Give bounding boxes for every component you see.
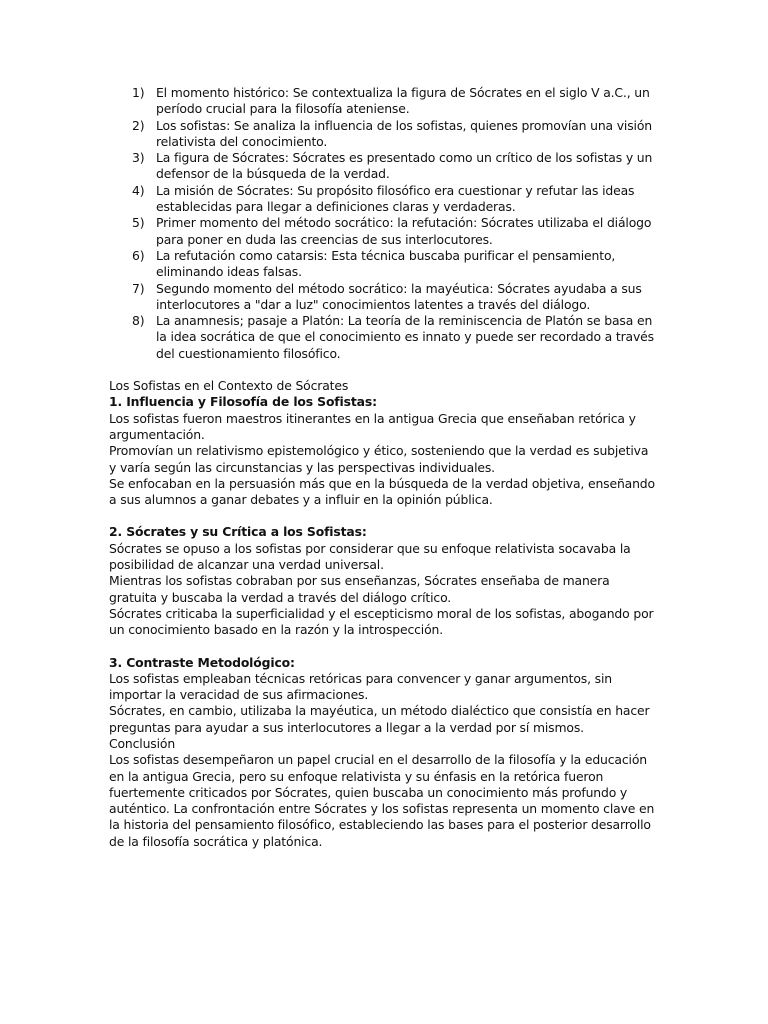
spacer — [109, 362, 657, 378]
section-2-paragraph: Sócrates criticaba la superficialidad y el escepticismo moral de los sofistas, abogando por un conocimiento basado en la razón y la introspección. — [109, 605, 654, 638]
list-item — [109, 150, 657, 183]
list-item-number: 3) — [132, 150, 145, 166]
list-item-number: 4) — [132, 182, 145, 198]
list-item-number: 5) — [132, 215, 145, 231]
conclusion-heading: Conclusión — [109, 735, 176, 751]
numbered-outline-list — [109, 85, 657, 362]
document-body — [109, 85, 657, 850]
section-3-paragraph: Los sofistas empleaban técnicas retóricas para convencer y ganar argumentos, sin importar la veracidad de sus afirmaciones. — [109, 670, 612, 703]
list-item-text: La anamnesis; pasaje a Platón: La teoría de la reminiscencia de Platón se basa en la idea socrática de que el conocimiento es innato y puede ser recordado a través del cuestionamiento filosófico. — [156, 313, 654, 361]
section-3-heading: 3. Contraste Metodológico: — [109, 654, 295, 670]
list-item-text: La refutación como catarsis: Esta técnica buscaba purificar el pensamiento, eliminando ideas falsas. — [156, 247, 616, 280]
section-1-paragraph: Los sofistas fueron maestros itinerantes en la antigua Grecia que enseñaban retórica y argumentación. — [109, 410, 636, 442]
list-item — [109, 215, 657, 248]
spacer — [109, 508, 657, 524]
section-1-heading: 1. Influencia y Filosofía de los Sofistas: — [109, 394, 377, 410]
list-item-number: 6) — [132, 247, 145, 263]
section-2-heading: 2. Sócrates y su Crítica a los Sofistas: — [109, 524, 367, 540]
conclusion-paragraph: Los sofistas desempeñaron un papel crucial en el desarrollo de la filosofía y la educación en la antigua Grecia, pero su enfoque relativista y su énfasis en la retórica fueron fuertemente criticados por Sócrates, quien buscaba un conocimiento más profundo y auténtico. La confrontación entre Sócrates y los sofistas representa un momento clave en la historia del pensamiento filosófico, estableciendo las bases para el posterior desarrollo de la filosofía socrática y platónica. — [109, 752, 655, 849]
list-item-text: Primer momento del método socrático: la refutación: Sócrates utilizaba el diálogo para poner en duda las creencias de sus interlocutores. — [156, 215, 652, 247]
section-1-paragraph: Se enfocaban en la persuasión más que en la búsqueda de la verdad objetiva, enseñando a sus alumnos a ganar debates y a influir en la opinión pública. — [109, 475, 655, 508]
list-item-text: El momento histórico: Se contextualiza la figura de Sócrates en el siglo V a.C., un período crucial para la filosofía ateniense. — [156, 85, 650, 117]
list-item — [109, 248, 657, 281]
list-item-number: 1) — [132, 85, 145, 100]
list-item-number: 8) — [132, 313, 145, 329]
list-item-number: 7) — [132, 280, 145, 296]
list-item-text: La misión de Sócrates: Su propósito filosófico era cuestionar y refutar las ideas establecidas para llegar a definiciones claras y verdaderas. — [156, 182, 635, 215]
list-item — [109, 85, 657, 118]
list-item-text: La figura de Sócrates: Sócrates es presentado como un crítico de los sofistas y un defensor de la búsqueda de la verdad. — [156, 150, 653, 182]
list-item — [109, 313, 657, 362]
list-item — [109, 118, 657, 151]
list-item-text: Segundo momento del método socrático: la mayéutica: Sócrates ayudaba a sus interlocutores a "dar a luz" conocimientos latentes a través del diálogo. — [156, 280, 642, 312]
section-1-paragraph: Promovían un relativismo epistemológico y ético, sosteniendo que la verdad es subjetiva y varía según las circunstancias y las perspectivas individuales. — [109, 443, 649, 475]
spacer — [109, 639, 657, 655]
section-2-paragraph: Mientras los sofistas cobraban por sus enseñanzas, Sócrates enseñaba de manera gratuita y buscaba la verdad a través del diálogo crítico. — [109, 573, 610, 605]
list-item-text: Los sofistas: Se analiza la influencia de los sofistas, quienes promovían una visión relativista del conocimiento. — [156, 117, 652, 149]
section-2-paragraph: Sócrates se opuso a los sofistas por considerar que su enfoque relativista socavaba la posibilidad de alcanzar una verdad universal. — [109, 540, 631, 573]
section-3-paragraph: Sócrates, en cambio, utilizaba la mayéutica, un método dialéctico que consistía en hacer preguntas para ayudar a sus interlocutores a llegar a la verdad por sí mismos. — [109, 703, 650, 735]
list-item — [109, 183, 657, 216]
list-item — [109, 281, 657, 314]
document-title: Los Sofistas en el Contexto de Sócrates — [109, 378, 349, 394]
list-item-number: 2) — [132, 117, 145, 133]
